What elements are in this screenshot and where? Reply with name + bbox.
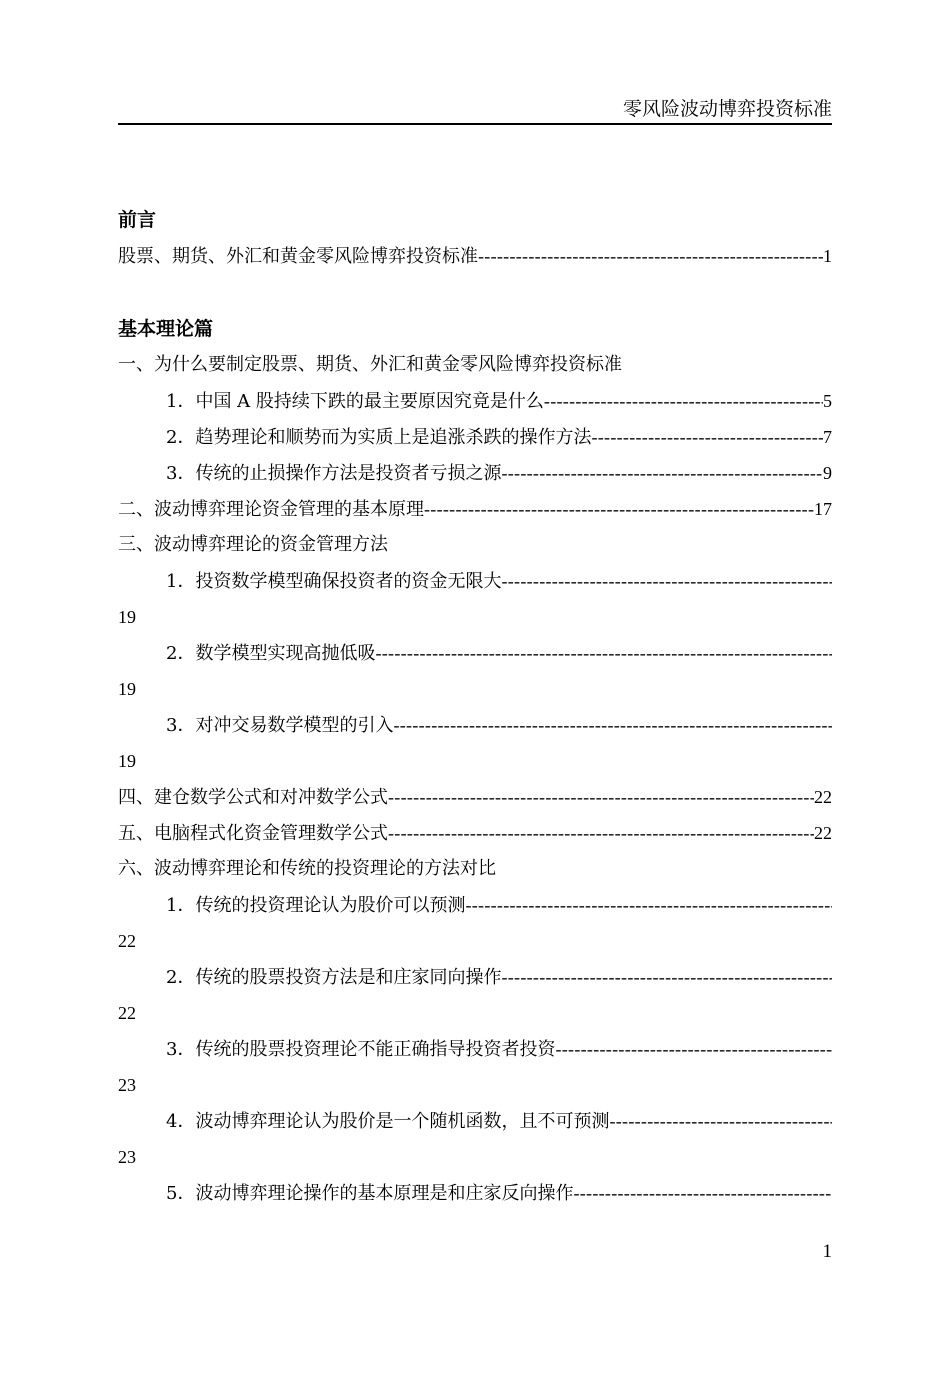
toc-page-number: 22: [814, 787, 832, 807]
toc-leader: [609, 1108, 832, 1134]
toc-page-number: 17: [814, 499, 832, 519]
toc-leader: [591, 424, 823, 450]
toc-entry-s4[interactable]: [118, 784, 832, 810]
toc-leader: [501, 460, 823, 486]
toc-leader: [501, 964, 832, 990]
toc-entry-text: 一、为什么要制定股票、期货、外汇和黄金零风险博弈投资标准: [118, 354, 622, 375]
toc-page-number: 5: [823, 391, 832, 411]
toc-entry-text: 4．波动博弈理论认为股价是一个随机函数，且不可预测: [166, 1111, 610, 1132]
page-number: 1: [822, 1241, 832, 1262]
toc-entry-s5[interactable]: [118, 820, 832, 846]
toc-page-number: 1: [823, 246, 832, 266]
toc-leader: [555, 1036, 832, 1062]
toc-entry-s6-4[interactable]: [166, 1108, 832, 1134]
toc-page-number: 23: [118, 1147, 136, 1167]
toc-leader: [424, 496, 814, 522]
toc-page-number: 22: [118, 931, 136, 951]
toc-entry-s1[interactable]: [118, 352, 832, 378]
toc-leader: [388, 784, 814, 810]
toc-entry-s2[interactable]: [118, 496, 832, 522]
toc-leader: [465, 892, 832, 918]
toc-entry-text: 2．传统的股票投资方法是和庄家同向操作: [166, 967, 502, 988]
toc-entry-text: 二、波动博弈理论资金管理的基本原理: [118, 499, 424, 520]
toc-entry-text: 2．数学模型实现高抛低吸: [166, 643, 376, 664]
toc-leader: [388, 820, 814, 846]
toc-entry-s6-5[interactable]: [166, 1180, 832, 1206]
preface-heading: 前言: [118, 209, 157, 231]
toc-entry-text: 3．对冲交易数学模型的引入: [166, 715, 394, 736]
toc-entry-text: 3．传统的止损操作方法是投资者亏损之源: [166, 463, 502, 484]
toc-entry-text: 5．波动博弈理论操作的基本原理是和庄家反向操作: [166, 1183, 574, 1204]
toc-leader: [478, 243, 823, 269]
toc-entry-s1-3[interactable]: [166, 460, 832, 486]
toc-page-number: 19: [118, 751, 136, 771]
toc-entry-text: 三、波动博弈理论的资金管理方法: [118, 534, 388, 555]
header-rule: [118, 123, 832, 125]
toc-entry-text: 六、波动博弈理论和传统的投资理论的方法对比: [118, 858, 496, 879]
toc-entry-s6-1[interactable]: [166, 892, 832, 918]
toc-page-number: 23: [118, 1075, 136, 1095]
toc-page-number: 19: [118, 607, 136, 627]
toc-entry-s3-2[interactable]: [166, 640, 832, 666]
toc-page-number: 7: [823, 427, 832, 447]
toc-entry-preface[interactable]: [118, 243, 832, 269]
toc-leader: [573, 1180, 832, 1206]
toc-entry-s3-1[interactable]: [166, 568, 832, 594]
toc-leader: [544, 388, 823, 414]
toc-entry-s1-1[interactable]: [166, 388, 832, 414]
running-header: 零风险波动博弈投资标准: [622, 98, 832, 120]
toc-entry-text: 四、建仓数学公式和对冲数学公式: [118, 787, 388, 808]
toc-entry-text: 1．中国 A 股持续下跌的最主要原因究竟是什么: [166, 391, 544, 412]
toc-leader: [501, 568, 832, 594]
toc-entry-s3-3[interactable]: [166, 712, 832, 738]
toc-entry-text: 五、电脑程式化资金管理数学公式: [118, 823, 388, 844]
toc-page-number: 19: [118, 679, 136, 699]
toc-page-number: 22: [118, 1003, 136, 1023]
toc-entry-s6-2[interactable]: [166, 964, 832, 990]
basic-theory-heading: 基本理论篇: [118, 318, 214, 340]
toc-entry-text: 1．传统的投资理论认为股价可以预测: [166, 895, 466, 916]
toc-entry-text: 1．投资数学模型确保投资者的资金无限大: [166, 571, 502, 592]
toc-entry-text: 股票、期货、外汇和黄金零风险博弈投资标准: [118, 246, 478, 267]
toc-leader: [375, 640, 832, 666]
toc-entry-s6[interactable]: [118, 856, 832, 882]
toc-page-number: 9: [823, 463, 832, 483]
toc-leader: [393, 712, 832, 738]
toc-entry-text: 2．趋势理论和顺势而为实质上是追涨杀跌的操作方法: [166, 427, 592, 448]
toc-entry-s1-2[interactable]: [166, 424, 832, 450]
toc-page-number: 22: [814, 823, 832, 843]
toc-entry-s3[interactable]: [118, 532, 832, 558]
toc-entry-s6-3[interactable]: [166, 1036, 832, 1062]
toc-entry-text: 3．传统的股票投资理论不能正确指导投资者投资: [166, 1039, 556, 1060]
